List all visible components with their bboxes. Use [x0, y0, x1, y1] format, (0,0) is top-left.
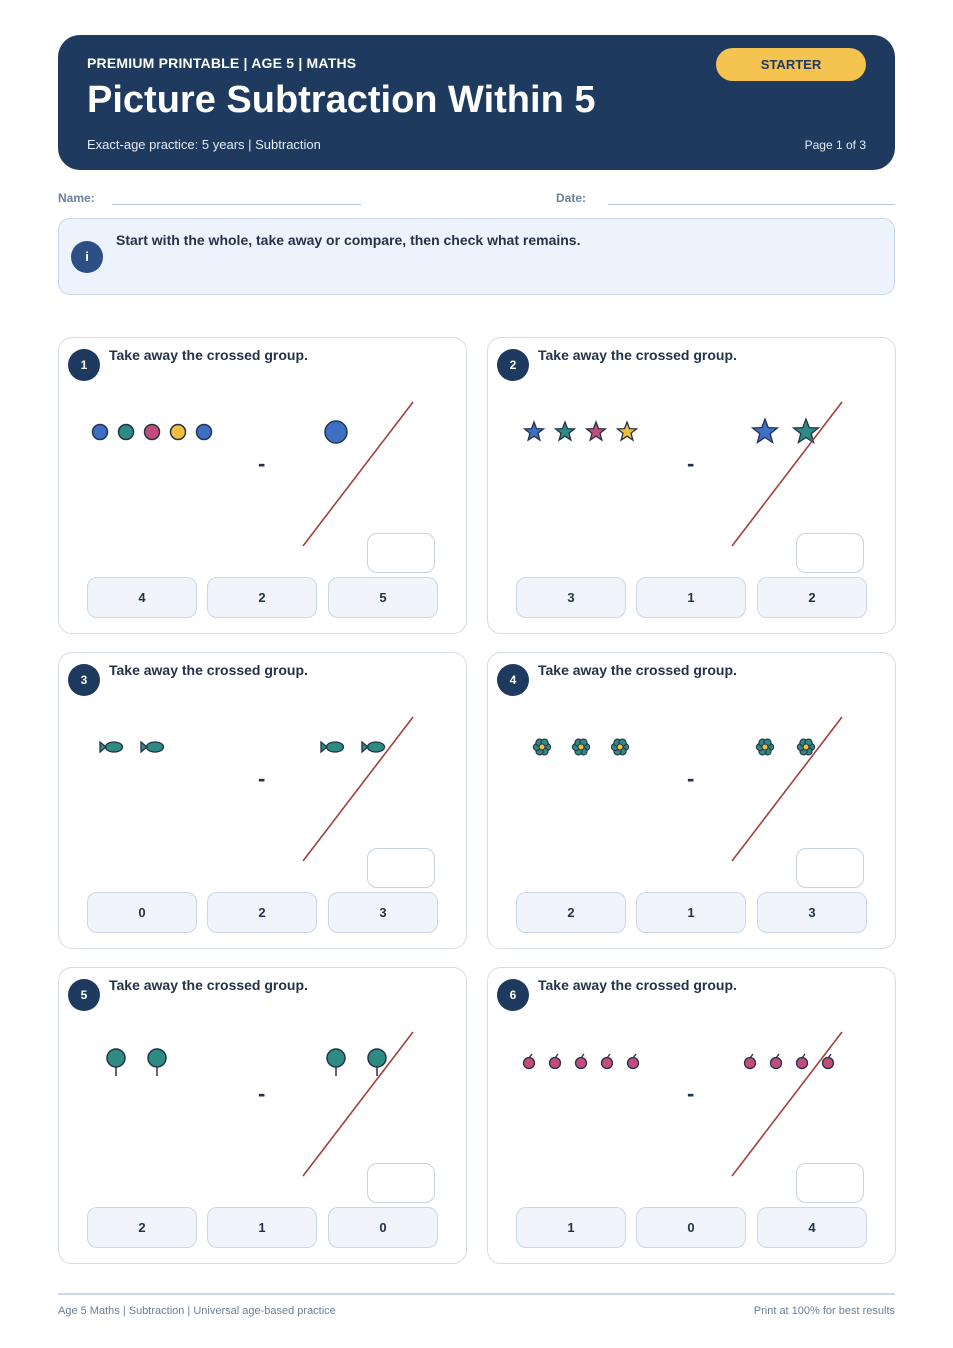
apple-icon	[550, 1054, 561, 1069]
answer-option[interactable]: 3	[328, 892, 438, 933]
minus-sign: -	[258, 766, 266, 791]
strike-line	[732, 1032, 842, 1176]
apple-icon	[628, 1054, 639, 1069]
fish-icon	[321, 742, 344, 752]
date-field[interactable]	[608, 204, 895, 205]
whole-group	[107, 1049, 166, 1076]
crossed-group	[325, 421, 347, 443]
whole-group	[100, 742, 164, 752]
answer-option[interactable]: 1	[636, 892, 746, 933]
problem-number: 3	[68, 664, 100, 696]
name-label: Name:	[58, 191, 95, 205]
footer-divider	[58, 1293, 895, 1295]
date-label: Date:	[556, 191, 587, 205]
worksheet-header	[58, 35, 895, 170]
answer-option[interactable]: 1	[516, 1207, 626, 1248]
problem-prompt: Take away the crossed group.	[109, 662, 308, 678]
header-kicker: PREMIUM PRINTABLE | AGE 5 | MATHS	[87, 55, 357, 71]
star-icon	[618, 422, 637, 440]
problem-number: 1	[68, 349, 100, 381]
minus-sign: -	[258, 1081, 266, 1106]
minus-sign: -	[687, 766, 695, 791]
strike-line	[303, 1032, 413, 1176]
flower-icon	[611, 739, 628, 755]
whole-group	[93, 425, 212, 440]
minus-sign: -	[258, 451, 266, 476]
problem-number: 4	[497, 664, 529, 696]
answer-option[interactable]: 2	[207, 577, 317, 618]
apple-icon	[771, 1054, 782, 1069]
whole-group	[525, 422, 637, 440]
answer-option[interactable]: 3	[757, 892, 867, 933]
circle-icon	[119, 425, 134, 440]
problem-card	[487, 967, 896, 1264]
answer-option[interactable]: 2	[207, 892, 317, 933]
strike-line	[732, 717, 842, 861]
apple-icon	[797, 1054, 808, 1069]
crossed-group	[321, 742, 385, 752]
answer-box[interactable]	[796, 848, 864, 888]
flower-icon	[572, 739, 589, 755]
strike-line	[303, 402, 413, 546]
problem-card	[487, 337, 896, 634]
answer-box[interactable]	[796, 1163, 864, 1203]
apple-icon	[576, 1054, 587, 1069]
problem-card	[487, 652, 896, 949]
circle-icon	[171, 425, 186, 440]
answer-box[interactable]	[367, 533, 435, 573]
problem-prompt: Take away the crossed group.	[109, 347, 308, 363]
star-icon	[753, 419, 778, 443]
answer-option[interactable]: 0	[328, 1207, 438, 1248]
strike-line	[732, 402, 842, 546]
fish-icon	[362, 742, 385, 752]
header-subtitle: Exact-age practice: 5 years | Subtraction	[87, 137, 321, 152]
problem-number: 6	[497, 979, 529, 1011]
fish-icon	[141, 742, 164, 752]
answer-option[interactable]: 1	[207, 1207, 317, 1248]
star-icon	[525, 422, 544, 440]
answer-box[interactable]	[367, 848, 435, 888]
fish-icon	[100, 742, 123, 752]
answer-option[interactable]: 2	[516, 892, 626, 933]
answer-option[interactable]: 3	[516, 577, 626, 618]
answer-option[interactable]: 4	[757, 1207, 867, 1248]
balloon-icon	[107, 1049, 125, 1076]
apple-icon	[524, 1054, 535, 1069]
problem-number: 2	[497, 349, 529, 381]
answer-option[interactable]: 2	[87, 1207, 197, 1248]
flower-icon	[797, 739, 814, 755]
answer-option[interactable]: 2	[757, 577, 867, 618]
star-icon	[587, 422, 606, 440]
circle-icon	[325, 421, 347, 443]
level-badge: STARTER	[716, 48, 866, 81]
crossed-group	[756, 739, 814, 755]
whole-group	[533, 739, 628, 755]
answer-option[interactable]: 0	[636, 1207, 746, 1248]
circle-icon	[197, 425, 212, 440]
apple-icon	[602, 1054, 613, 1069]
flower-icon	[533, 739, 550, 755]
balloon-icon	[327, 1049, 345, 1076]
page-indicator: Page 1 of 3	[804, 138, 866, 152]
minus-sign: -	[687, 1081, 695, 1106]
whole-group	[524, 1054, 639, 1069]
instruction-text: Start with the whole, take away or compare, then check what remains.	[116, 232, 581, 248]
crossed-group	[753, 419, 819, 443]
footer-right: Print at 100% for best results	[753, 1305, 895, 1317]
problem-card	[58, 967, 467, 1264]
problem-number: 5	[68, 979, 100, 1011]
answer-option[interactable]: 4	[87, 577, 197, 618]
problem-prompt: Take away the crossed group.	[538, 662, 737, 678]
name-field[interactable]	[112, 204, 361, 205]
problem-prompt: Take away the crossed group.	[538, 977, 737, 993]
star-icon	[556, 422, 575, 440]
apple-icon	[745, 1054, 756, 1069]
problem-prompt: Take away the crossed group.	[538, 347, 737, 363]
footer-left: Age 5 Maths | Subtraction | Universal age-based practice	[58, 1305, 336, 1317]
balloon-icon	[148, 1049, 166, 1076]
circle-icon	[145, 425, 160, 440]
problem-card	[58, 337, 467, 634]
instruction-box	[58, 218, 895, 295]
answer-option[interactable]: 0	[87, 892, 197, 933]
answer-option[interactable]: 5	[328, 577, 438, 618]
answer-box[interactable]	[367, 1163, 435, 1203]
strike-line	[303, 717, 413, 861]
answer-box[interactable]	[796, 533, 864, 573]
circle-icon	[93, 425, 108, 440]
problem-card	[58, 652, 467, 949]
info-icon: i	[71, 241, 103, 273]
problem-prompt: Take away the crossed group.	[109, 977, 308, 993]
page-title: Picture Subtraction Within 5	[87, 79, 596, 121]
answer-option[interactable]: 1	[636, 577, 746, 618]
flower-icon	[756, 739, 773, 755]
crossed-group	[327, 1049, 386, 1076]
minus-sign: -	[687, 451, 695, 476]
